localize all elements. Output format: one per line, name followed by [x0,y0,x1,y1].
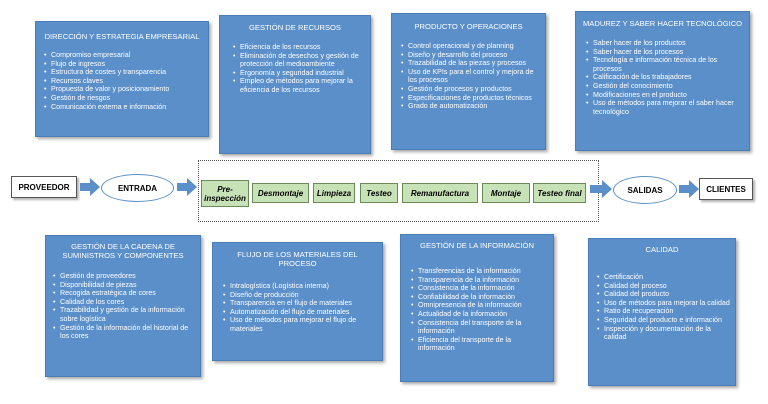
arrow-salidas-clientes [679,180,699,198]
step-limpieza: Limpieza [313,183,355,203]
list-item: • Estructura de costes y transparencia [44,68,204,77]
list-item: • Ratio de recuperación [597,307,731,316]
list-item: • Uso de métodos para mejorar el flujo de materiales [223,316,378,333]
step-desmontaje: Desmontaje [252,183,309,203]
box-gestion-recursos [219,15,371,154]
list-item: • Intralogística (Logística interna) [223,282,378,291]
box-title: GESTIÓN DE RECURSOS [249,23,341,32]
list-item: • Flujo de ingresos [44,60,204,69]
list-item: • Inspección y documentación de la calidad [597,325,731,342]
list-item: • Propuesta de valor y posicionamiento [44,85,204,94]
arrow-entrada-proceso [177,178,197,196]
list-item: • Transferencias de la información [411,267,549,276]
list-item: • Actualidad de la información [411,310,549,319]
box-title: MADUREZ Y SABER HACER TECNOLÓGICO [582,19,743,28]
list-item: • Saber hacer de los productos [586,39,745,48]
list-item: • Control operacional y de planning [401,42,541,51]
list-item: • Especificaciones de productos técnicos [401,94,541,103]
item-list [44,51,204,111]
item-list [401,42,541,111]
list-item: • Consistencia de la información [411,284,549,293]
box-calidad [588,238,736,386]
item-list [586,39,745,116]
box-title: GESTIÓN DE LA CADENA DE SUMINISTROS Y COMPONENTES [62,242,184,260]
list-item: • Uso de KPIs para el control y mejora de los procesos [401,68,541,85]
list-item: • Trazabilidad y gestión de la información sobre logística [53,306,196,323]
list-item: • Tecnología e información técnica de los procesos [586,56,745,73]
box-gestion-informacion [400,234,554,382]
list-item: • Certificación [597,273,731,282]
list-item: • Transparencia en el flujo de materiales [223,299,378,308]
list-item: • Ergonomía y seguridad industrial [233,69,366,78]
step-remanufactura: Remanufactura [402,183,478,203]
list-item: • Modificaciones en el producto [586,91,745,100]
box-direccion-estrategia [35,21,209,137]
step-montaje: Montaje [482,183,530,203]
list-item: • Diseño y desarrollo del proceso [401,51,541,60]
list-item: • Empleo de métodos para mejorar la eficiencia de los recursos [233,77,366,94]
step-testeo-final: Testeo final [533,183,586,203]
list-item: • Grado de automatización [401,102,541,111]
list-item: • Automatización del flujo de materiales [223,308,378,317]
list-item: • Confiabilidad de la información [411,293,549,302]
box-producto-operaciones [391,13,546,150]
list-item: • Saber hacer de los procesos [586,48,745,57]
list-item: • Recursos claves [44,77,204,86]
list-item: • Uso de métodos para mejorar la calidad [597,299,731,308]
list-item: • Omnipresencia de la información [411,301,549,310]
item-list [233,43,366,95]
box-title: PRODUCTO Y OPERACIONES [414,22,523,31]
list-item: • Calificación de los trabajadores [586,73,745,82]
list-item: • Comunicación externa e información [44,103,204,112]
box-madurez-tecnologica [575,11,750,151]
salidas-ellipse: SALIDAS [613,176,677,204]
list-item: • Uso de métodos para mejorar el saber hacer tecnológico [586,99,745,116]
box-title: FLUJO DE LOS MATERIALES DEL PROCESO [237,250,358,268]
list-item: • Calidad de los cores [53,298,196,307]
step-testeo: Testeo [360,183,398,203]
box-title: GESTIÓN DE LA INFORMACIÓN [420,241,534,250]
proveedor-box: PROVEEDOR [11,176,77,198]
box-cadena-suministros [45,235,201,377]
list-item: • Calidad del proceso [597,282,731,291]
list-item: • Diseño de producción [223,291,378,300]
list-item: • Gestión de riesgos [44,94,204,103]
list-item: • Calidad del producto [597,290,731,299]
list-item: • Gestión del conocimiento [586,82,745,91]
list-item: • Eficiencia del transporte de la información [411,336,549,353]
box-flujo-materiales [212,242,383,361]
box-title: DIRECCIÓN Y ESTRATEGIA EMPRESARIAL [44,32,200,41]
list-item: • Eliminación de desechos y gestión de protección del medioambiente [233,52,366,69]
list-item: • Disponibilidad de piezas [53,281,196,290]
item-list [597,273,731,342]
list-item: • Recogida estratégica de cores [53,289,196,298]
box-title: CALIDAD [645,245,679,254]
list-item: • Seguridad del producto e información [597,316,731,325]
arrow-proveedor-entrada [80,178,100,196]
item-list [223,282,378,334]
list-item: • Compromiso empresarial [44,51,204,60]
list-item: • Gestión de procesos y productos [401,85,541,94]
item-list [411,267,549,353]
item-list [53,272,196,341]
list-item: • Trazabilidad de las piezas y procesos [401,59,541,68]
clientes-box: CLIENTES [699,178,753,200]
list-item: • Consistencia del transporte de la información [411,319,549,336]
list-item: • Gestión de la información del historial de los cores [53,324,196,341]
list-item: • Transparencia de la información [411,276,549,285]
step-pre-inspeccion: Pre-inspección [201,180,249,207]
list-item: • Gestión de proveedores [53,272,196,281]
list-item: • Eficiencia de los recursos [233,43,366,52]
entrada-ellipse: ENTRADA [101,174,174,202]
arrow-proceso-salidas [590,180,612,198]
